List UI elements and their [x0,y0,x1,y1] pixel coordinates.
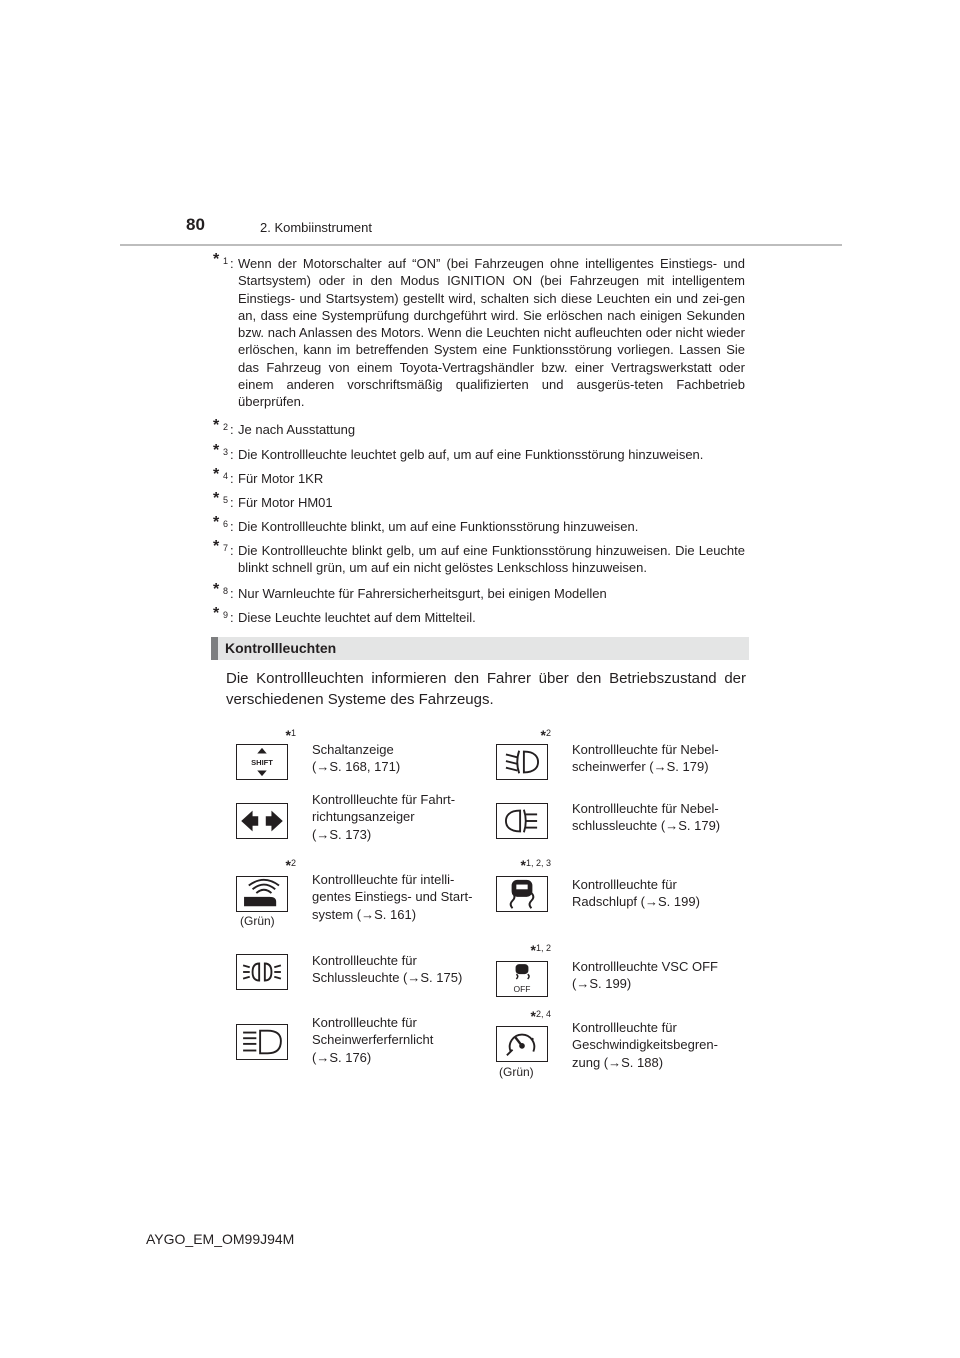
section-intro: Die Kontrollleuchten informieren den Fahrer über den Betriebszustand der verschiedenen Systeme des Fahrzeugs. [226,670,746,708]
indicator-description: Kontrollleuchte für Nebel- scheinwerfer (→S. 179) [572,742,719,775]
footnote-2: * 2 : Je nach Ausstattung [213,421,745,438]
section-header-bar [211,637,218,660]
footnote-ref: *$^1$ [285,727,296,743]
footnote-ref: *$^2$ [540,727,551,743]
chapter-title: 2. Kombiinstrument [260,220,372,235]
tail-light-icon [236,954,288,990]
footnote-text: Die Kontrollleuchte blinkt gelb, um auf eine Funktionsstörung hinzuweisen. Die Leuchte blinkt schnell grün, um auf ein nicht gelöstes Lenkschloss hinzuweisen. [238,543,745,576]
footnote-text: Wenn der Motorschalter auf “ON” (bei Fahrzeugen ohne intelligentes Einstiegs- und Startsystem) oder in den Modus IGNITION ON (bei Fahrzeugen mit intelligentem Einstiegs- und Startsystem) gestellt wird, schalten sich diese Leuchten ein und zei-gen an, dass eine Systemprüfung durchgeführt wird. Sie erlöschen nach einigen Sekunden bzw. nach Anlassen des Motors. Wenn die Leuchten nicht aufleuchten oder nicht wieder erlöschen, kann im betreffenden System eine Funktionsstörung vorliegen. Lassen Sie das Fahrzeug von einem Toyota-Vertragshändler bzw. einer Vertragswerkstatt oder einem anderen vorschriftsmäßig qualifizierten und ausgerüs-teten Fachbetrieb überprüfen. [238,256,745,410]
section-title: Kontrollleuchten [225,640,337,656]
header-divider [120,244,842,246]
footnote-1: * 1 : Wenn der Motorschalter auf “ON” (bei Fahrzeugen ohne intelligentes Einstiegs- und Startsystem) oder in den Modus IGNITION ON (bei Fahrzeugen mit intelligentem Einstiegs- und Startsystem) gestellt wird, schalten sich diese Leuchten ein und zei-gen an, dass eine Systemprüfung durchgeführt wird. Sie erlöschen nach einigen Sekunden bzw. nach Anlassen des Motors. Wenn die Leuchten nicht aufleuchten oder nicht wieder erlöschen, kann im betreffenden System eine Funktionsstörung vorliegen. Lassen Sie das Fahrzeug von einem Toyota-Vertragshändler bzw. einer Vertragswerkstatt oder einem anderen vorschriftsmäßig qualifizierten und ausgerüs-teten Fachbetrieb überprüfen. [213,251,745,410]
footnote-text: Nur Warnleuchte für Fahrersicherheitsgurt, bei einigen Modellen [238,586,607,601]
footnote-ref: *$^{2, 4}$ [530,1008,551,1024]
turn-signal-icon [236,803,288,839]
footnote-text: Je nach Ausstattung [238,422,356,437]
indicator-description: Kontrollleuchte für Fahrt- richtungsanzeiger (→S. 173) [312,792,456,842]
smart-key-icon [236,876,288,912]
indicator-description: Kontrollleuchte für Schlussleuchte (→S. 175) [312,953,463,986]
footnote-text: Die Kontrollleuchte blinkt, um auf eine Funktionsstörung hinzuweisen. [238,519,639,534]
footnote-3: * 3 : Die Kontrollleuchte leuchtet gelb auf, um auf eine Funktionsstörung hinzuweisen. [213,446,745,463]
high-beam-icon [236,1024,288,1060]
footnote-8: * 8 : Nur Warnleuchte für Fahrersicherheitsgurt, bei einigen Modellen [213,585,745,602]
indicator-description: Kontrollleuchte VSC OFF (→S. 199) [572,959,718,992]
footnote-text: Die Kontrollleuchte leuchtet gelb auf, um auf eine Funktionsstörung hinzuweisen. [238,447,704,462]
page-number: 80 [186,215,205,234]
indicator-description: Schaltanzeige (→S. 168, 171) [312,742,401,775]
indicator-description: Kontrollleuchte für Scheinwerferfernlicht (→S. 176) [312,1015,434,1065]
footnote-6: * 6 : Die Kontrollleuchte blinkt, um auf eine Funktionsstörung hinzuweisen. [213,518,745,535]
vsc-off-icon [496,961,548,997]
indicator-description: Kontrollleuchte für Geschwindigkeitsbegren- zung (→S. 188) [572,1020,718,1070]
speed-limiter-icon [496,1026,548,1062]
indicator-description: Kontrollleuchte für Nebel- schlussleuchte (→S. 179) [572,801,721,834]
indicator-description: Kontrollleuchte für intelli- gentes Einstiegs- und Start- system (→S. 161) [312,872,473,922]
rear-fog-light-icon [496,803,548,839]
footnote-text: Für Motor 1KR [238,471,324,486]
footnote-4: * 4 : Für Motor 1KR [213,470,745,487]
footnote-text: Diese Leuchte leuchtet auf dem Mittelteil. [238,610,476,625]
svg-text:OFF: OFF [513,984,531,995]
footnote-text: Für Motor HM01 [238,495,333,510]
slip-indicator-icon [496,876,548,912]
footnote-9: * 9 : Diese Leuchte leuchtet auf dem Mittelteil. [213,609,745,626]
footnote-ref: *$^{1, 2, 3}$ [520,857,551,873]
indicator-description: Kontrollleuchte für Radschlupf (→S. 199) [572,877,700,910]
document-code: AYGO_EM_OM99J94M [146,1231,295,1247]
footnote-7: * 7 : Die Kontrollleuchte blinkt gelb, um auf eine Funktionsstörung hinzuweisen. Die Leuchte blinkt schnell grün, um auf ein nicht gelöstes Lenkschloss hinzuweisen. [213,538,745,576]
front-fog-light-icon [496,744,548,780]
footnote-ref: *$^{1, 2}$ [530,942,551,958]
shift-icon [236,744,288,780]
svg-text:SHIFT: SHIFT [251,757,273,767]
color-note: (Grün) [240,914,275,928]
color-note: (Grün) [499,1065,534,1079]
footnote-ref: *$^2$ [285,857,296,873]
footnote-5: * 5 : Für Motor HM01 [213,494,745,511]
